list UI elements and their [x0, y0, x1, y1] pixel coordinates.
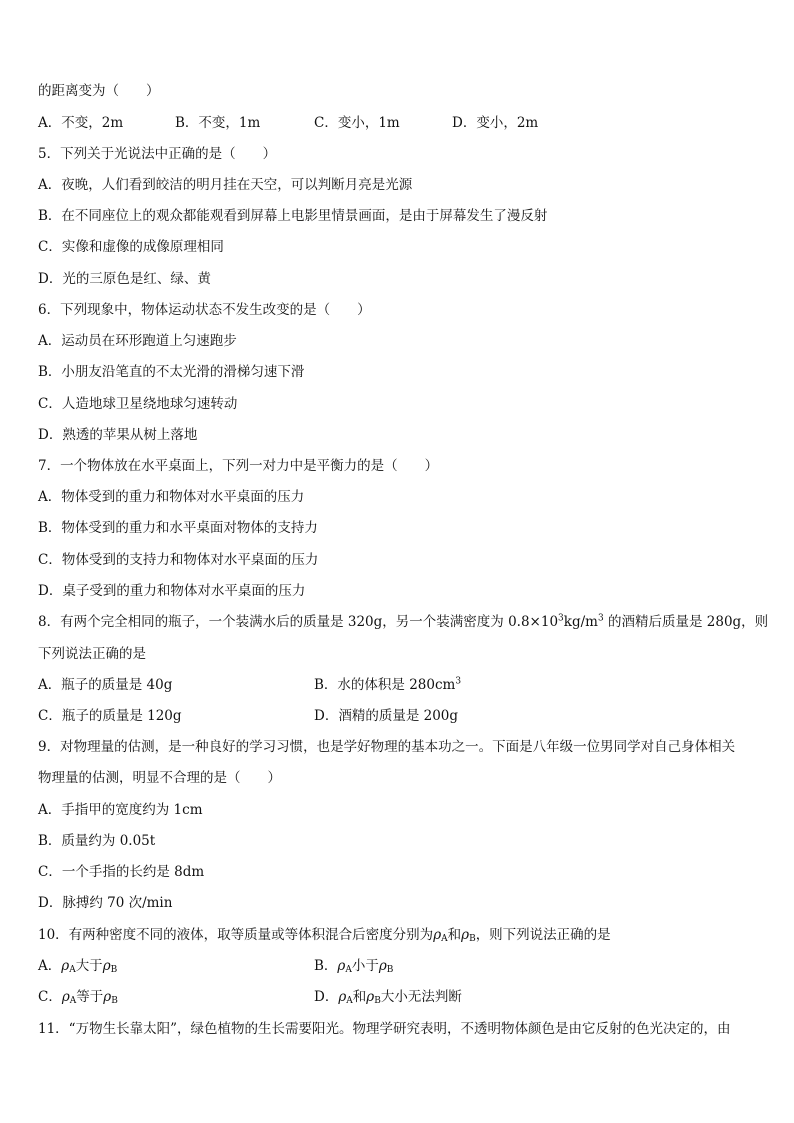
q8-stem-part2: kg/m — [563, 614, 598, 630]
q10-stem-part1: 10．有两种密度不同的液体，取等质量或等体积混合后密度分别为 — [38, 927, 434, 943]
q10-option-b-label: B． — [314, 958, 338, 974]
q9-option-d: D．脉搏约 70 次/min — [38, 895, 173, 911]
q6-option-b: B．小朋友沿笔直的不太光滑的滑梯匀速下滑 — [38, 364, 305, 380]
q8-exponent-1: 3 — [558, 613, 564, 624]
rho-symbol: ρ — [461, 927, 470, 943]
q5-option-a: A．夜晚，人们看到皎洁的明月挂在天空，可以判断月亮是光源 — [38, 177, 413, 193]
rho-symbol: ρ — [337, 958, 346, 974]
subscript-a: A — [69, 996, 77, 1006]
q6-option-d: D．熟透的苹果从树上落地 — [38, 427, 198, 443]
q9-option-c: C．一个手指的长约是 8dm — [38, 864, 205, 880]
rho-symbol: ρ — [61, 958, 70, 974]
q7-option-c: C．物体受到的支持力和物体对水平桌面的压力 — [38, 552, 319, 568]
q10-option-b-text: 小于 — [351, 958, 379, 974]
q9-option-b: B．质量约为 0.05t — [38, 833, 156, 849]
q10-option-d — [314, 988, 462, 1010]
rho-symbol: ρ — [338, 989, 347, 1005]
q4-option-a: A．不变，2m — [38, 115, 124, 131]
q11-stem: 11．“万物生长靠太阳”，绿色植物的生长需要阳光。物理学研究表明，不透明物体颜色是由它反射的色光决定的，由 — [38, 1021, 731, 1037]
q4-option-c: C．变小，1m — [314, 115, 400, 131]
q6-stem: 6．下列现象中，物体运动状态不发生改变的是（ ） — [38, 302, 371, 318]
subscript-b: B — [386, 965, 394, 975]
q7-stem: 7．一个物体放在水平桌面上，下列一对力中是平衡力的是（ ） — [38, 458, 439, 474]
q10-option-b — [314, 957, 393, 979]
q5-option-b: B．在不同座位上的观众都能观看到屏幕上电影里情景画面，是由于屏幕发生了漫反射 — [38, 208, 548, 224]
q9-stem-line1: 9．对物理量的估测，是一种良好的学习习惯，也是学好物理的基本功之一。下面是八年级一位男同学对自己身体相关 — [38, 739, 736, 755]
q8-stem-line1 — [38, 613, 768, 631]
rho-symbol: ρ — [102, 958, 111, 974]
q4-option-d: D．变小，2m — [452, 115, 539, 131]
q10-option-c-text: 等于 — [76, 989, 104, 1005]
subscript-a: A — [345, 965, 352, 975]
rho-symbol: ρ — [378, 958, 387, 974]
q8-option-a: A．瓶子的质量是 40g — [38, 677, 173, 693]
q8-exponent-2: 3 — [597, 613, 604, 624]
q8-option-b-exponent: 3 — [455, 676, 462, 687]
q5-stem: 5．下列关于光说法中正确的是（ ） — [38, 146, 277, 162]
q10-option-a-label: A． — [38, 958, 62, 974]
subscript-a: A — [346, 996, 353, 1006]
q9-option-a: A．手指甲的宽度约为 1cm — [38, 802, 203, 818]
subscript-b: B — [374, 996, 381, 1006]
rho-symbol: ρ — [433, 927, 442, 943]
q8-stem-part3: 的酒精后质量是 280g，则 — [603, 614, 769, 630]
subscript-a: A — [69, 965, 76, 975]
q10-stem-part3: ，则下列说法正确的是 — [475, 927, 611, 943]
q5-option-d: D．光的三原色是红、绿、黄 — [38, 271, 211, 287]
rho-symbol: ρ — [366, 989, 375, 1005]
q10-stem — [38, 926, 611, 948]
q10-option-a-text: 大于 — [75, 958, 103, 974]
rho-symbol: ρ — [61, 989, 70, 1005]
q10-option-a — [38, 957, 117, 979]
q6-option-c: C．人造地球卫星绕地球匀速转动 — [38, 396, 238, 412]
q10-option-c-label: C． — [38, 989, 62, 1005]
q7-option-a: A．物体受到的重力和物体对水平桌面的压力 — [38, 489, 305, 505]
q10-option-d-label: D． — [314, 989, 339, 1005]
q4-stem-tail: 的距离变为（ ） — [38, 83, 160, 99]
subscript-b: B — [111, 996, 118, 1006]
q8-option-b-text: B．水的体积是 280cm — [314, 677, 456, 693]
q7-option-d: D．桌子受到的重力和物体对水平桌面的压力 — [38, 583, 306, 599]
q9-stem-line2: 物理量的估测，明显不合理的是（ ） — [38, 770, 281, 786]
q8-stem-part1: 8．有两个完全相同的瓶子，一个装满水后的质量是 320g，另一个装满密度为 0.8×10 — [38, 614, 559, 630]
q4-option-b: B．不变，1m — [175, 115, 261, 131]
q8-option-d: D．酒精的质量是 200g — [314, 708, 459, 724]
q8-stem-line2: 下列说法正确的是 — [38, 646, 146, 662]
rho-symbol: ρ — [103, 989, 112, 1005]
q7-option-b: B．物体受到的重力和水平桌面对物体的支持力 — [38, 520, 318, 536]
q6-option-a: A．运动员在环形跑道上匀速跑步 — [38, 333, 237, 349]
subscript-b: B — [110, 965, 118, 975]
q5-option-c: C．实像和虚像的成像原理相同 — [38, 239, 224, 255]
q10-option-d-text: 和 — [352, 989, 367, 1005]
subscript-a: A — [441, 934, 448, 944]
q8-option-c: C．瓶子的质量是 120g — [38, 708, 182, 724]
q8-option-b — [314, 676, 461, 694]
subscript-b: B — [469, 934, 476, 944]
q10-stem-part2: 和 — [447, 927, 462, 943]
q10-option-d-suffix: 大小无法判断 — [380, 989, 462, 1005]
q10-option-c — [38, 988, 118, 1010]
